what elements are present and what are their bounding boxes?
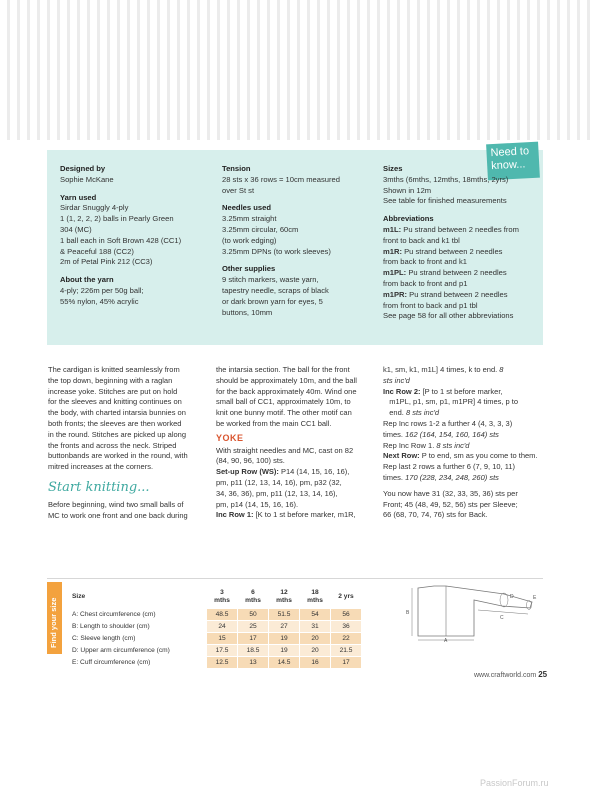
measure-value: 24 (207, 621, 237, 632)
inc-row-1-label: Inc Row 1: (216, 510, 254, 520)
yarn-line: 1 ball each in Soft Brown 428 (CC1) (60, 235, 182, 245)
sizes-heading: Sizes (383, 164, 403, 173)
inc-row-2 (383, 387, 543, 484)
inc-row-1 (216, 510, 368, 521)
size-header-cell (300, 585, 330, 608)
cardigan-outline (418, 586, 532, 636)
summary-line: 66 (68, 70, 74, 76) sts for Back. (383, 510, 488, 520)
intro-line: buttonbands are worked in the round, with (48, 451, 188, 461)
table-row (69, 633, 361, 644)
setup-line: 34, 36, 36), pm, p11 (12, 13, 14, 16), (216, 488, 338, 498)
intro-line: the top down, beginning with a raglan (48, 375, 173, 385)
find-your-size-label: Find your size (49, 597, 58, 648)
yarn-line: 2m of Petal Pink 212 (CC3) (60, 257, 153, 267)
size-header-unit: mths (245, 596, 261, 604)
measure-value: 19 (269, 633, 299, 644)
summary-line: Front; 45 (48, 49, 52, 56) sts per Sleeve; (383, 499, 518, 509)
abbr-value: front to back and k1 tbl (383, 235, 460, 245)
yarn-line: 1 (1, 2, 2, 2) balls in Pearly Green (60, 214, 174, 224)
needles-line: 3.25mm circular, 60cm (222, 224, 299, 234)
size-header-unit: mths (307, 596, 323, 604)
size-header-num: 2 yrs (338, 592, 354, 600)
find-your-size-tab (47, 582, 62, 654)
measure-label: D: Upper arm circumference (cm) (69, 645, 206, 656)
continued-paragraph (216, 365, 368, 430)
inc-row-1-text: [K to 1 st before marker, m1R, (253, 510, 356, 520)
supplies-heading: Other supplies (222, 264, 276, 274)
intro-line: The cardigan is knitted seamlessly from (48, 365, 180, 374)
tag-line: know... (490, 158, 526, 173)
about-line: 55% nylon, 45% acrylic (60, 296, 139, 306)
measure-value: 54 (300, 609, 330, 620)
intro-line: mitred increases at the corners. (48, 462, 154, 472)
pattern-note: 8 sts inc'd (434, 440, 470, 450)
size-table (68, 584, 362, 669)
pattern-line: k1, sm, k1, m1L] 4 times, k to end. (383, 365, 498, 374)
measure-value: 12.5 (207, 657, 237, 668)
see-page-note: See page 58 for all other abbreviations (383, 311, 514, 321)
needles-details (222, 214, 372, 257)
body-column-2 (216, 365, 368, 521)
summary-line: You now have 31 (32, 33, 35, 36) sts per (383, 488, 518, 498)
pattern-line: times. (383, 472, 404, 482)
abbr-key: m1R: (383, 246, 402, 256)
watermark: PassionForum.ru (480, 778, 549, 788)
cont-line: small ball of CC1, approximately 10m, to (216, 397, 351, 407)
setup-row (216, 467, 368, 510)
cont-line: be worked from the main CC1 ball. (216, 418, 332, 428)
size-header-num: 6 (251, 588, 255, 596)
next-row-label: Next Row: (383, 451, 420, 461)
start-knitting-heading: Start knitting... (48, 479, 150, 495)
table-row (69, 645, 361, 656)
cont-line: knit one bunny motif. The other motif can (216, 408, 352, 418)
about-line: 4-ply; 226m per 50g ball; (60, 285, 144, 295)
before-line: MC to work one front and one back during (48, 510, 188, 520)
inc-row-2-label: Inc Row 2: (383, 386, 421, 396)
yarn-line: & Peaceful 188 (CC2) (60, 246, 134, 256)
pattern-line: Rep Inc rows 1-2 a further 4 (4, 3, 3, 3) (383, 418, 513, 428)
measure-label: E: Cuff circumference (cm) (69, 657, 206, 668)
table-row (69, 621, 361, 632)
yarn-line: Sirdar Snuggly 4-ply (60, 203, 129, 213)
intro-line: the body, with charted intarsia bunnies on (48, 408, 186, 418)
measure-value: 48.5 (207, 609, 237, 620)
needles-heading: Needles used (222, 203, 271, 213)
tension-line: over St st (222, 185, 255, 195)
intro-line: both fronts; the sleeves are then worked (48, 418, 182, 428)
pattern-line: P to end, sm as you come to them. (419, 451, 538, 461)
abbr-value: from front to back and p1 tbl (383, 300, 478, 310)
size-header-cell (238, 585, 268, 608)
yoke-line: With straight needles and MC, cast on 82 (216, 445, 354, 455)
size-header-num: 3 (220, 588, 224, 596)
yarn-heading: Yarn used (60, 192, 97, 202)
measure-value: 19 (269, 645, 299, 656)
pattern-note: 162 (164, 154, 160, 164) sts (403, 429, 499, 439)
size-header-cell (269, 585, 299, 608)
measure-value: 17.5 (207, 645, 237, 656)
measure-value: 20 (300, 633, 330, 644)
pattern-note: 170 (228, 234, 248, 260) sts (403, 472, 499, 482)
measure-value: 21.5 (331, 645, 361, 656)
info-column-designer (60, 164, 210, 315)
tension-heading: Tension (222, 164, 251, 173)
supplies-line: or dark brown yarn for eyes, 5 (222, 296, 323, 306)
supplies-line: 9 stitch markers, waste yarn, (222, 275, 319, 285)
about-yarn-details (60, 286, 210, 308)
body-column-1 (48, 365, 198, 522)
supplies-details (222, 275, 372, 318)
setup-line: P14 (14, 15, 16, 16), (278, 467, 350, 477)
size-header-num: 12 (280, 588, 288, 596)
measure-label: A: Chest circumference (cm) (69, 609, 206, 620)
abbr-key: m1PR: (383, 289, 408, 299)
table-row (69, 609, 361, 620)
info-column-tension (222, 164, 372, 325)
dimension-d-ellipse (500, 593, 508, 607)
pattern-line: times. (383, 429, 404, 439)
measure-value: 31 (300, 621, 330, 632)
size-header-label: Size (69, 585, 206, 608)
intro-line: in the round. Stitches are picked up along (48, 429, 187, 439)
label-c: C (500, 615, 504, 621)
tension-line: 28 sts x 36 rows = 10cm measured (222, 174, 340, 184)
measure-value: 51.5 (269, 609, 299, 620)
dimension-c-line (478, 610, 528, 614)
measure-value: 15 (207, 633, 237, 644)
tension-details (222, 175, 372, 197)
abbr-value: from back to front and p1 (383, 278, 468, 288)
designed-by-heading: Designed by (60, 164, 106, 173)
pattern-line: Rep Inc Row 1. (383, 440, 435, 450)
supplies-line: buttons, 10mm (222, 307, 273, 317)
label-a: A (444, 638, 448, 642)
measure-value: 17 (238, 633, 268, 644)
size-header-unit: mths (276, 596, 292, 604)
measure-value: 56 (331, 609, 361, 620)
measure-value: 14.5 (269, 657, 299, 668)
sizes-line: See table for finished measurements (383, 196, 507, 206)
intro-line: for the sleeves and knitting continues on (48, 397, 182, 407)
measure-value: 25 (238, 621, 268, 632)
measure-value: 27 (269, 621, 299, 632)
size-table-header (69, 585, 361, 608)
intro-paragraph (48, 365, 198, 473)
measure-value: 22 (331, 633, 361, 644)
abbreviations-heading: Abbreviations (383, 214, 434, 224)
abbr-key: m1L: (383, 224, 402, 234)
table-row (69, 657, 361, 668)
measure-value: 17 (331, 657, 361, 668)
sizes-line: 3mths (6mths, 12mths, 18mths, 2yrs) (383, 174, 509, 184)
body-column-3 (383, 365, 543, 521)
supplies-line: tapestry needle, scraps of black (222, 285, 329, 295)
measure-value: 16 (300, 657, 330, 668)
pattern-note: 8 (497, 365, 504, 374)
before-paragraph (48, 500, 198, 522)
tag-line: Need to (490, 145, 530, 160)
intro-line: increase yoke. Stitches are put on hold (48, 386, 178, 396)
size-header-cell (331, 585, 361, 608)
header-stripes (0, 0, 593, 140)
measure-value: 50 (238, 609, 268, 620)
setup-row-label: Set-up Row (WS): (216, 467, 279, 477)
abbr-value: from back to front and k1 (383, 257, 467, 267)
info-column-sizes (383, 164, 538, 329)
pattern-line: end. (389, 408, 404, 418)
sizes-line: Shown in 12m (383, 185, 432, 195)
pattern-line: m1PL, p1, sm, p1, m1PR] 4 times, p to (389, 397, 519, 407)
abbr-value: Pu strand between 2 needles (402, 246, 503, 256)
measure-value: 13 (238, 657, 268, 668)
label-d: D (510, 594, 514, 600)
setup-line: pm, p11 (12, 13, 14, 16), pm, p32 (32, (216, 477, 342, 487)
size-header-cell (207, 585, 237, 608)
label-e: E (533, 595, 537, 601)
yoke-heading: YOKE (216, 432, 244, 443)
intro-line: the fronts and across the neck. Striped (48, 440, 177, 450)
about-yarn-heading: About the yarn (60, 275, 114, 285)
size-header-num: 18 (311, 588, 319, 596)
abbr-key: m1PL: (383, 268, 407, 278)
label-b: B (406, 610, 410, 616)
measure-label: C: Sleeve length (cm) (69, 633, 206, 644)
abbr-value: Pu strand between 2 needles (406, 268, 507, 278)
measure-value: 36 (331, 621, 361, 632)
before-line: Before beginning, wind two small balls of (48, 499, 184, 509)
page-footer (474, 670, 547, 679)
designer-name: Sophie McKane (60, 174, 114, 184)
page-number: 25 (538, 670, 548, 679)
needles-line: 3.25mm straight (222, 214, 277, 224)
measure-value: 20 (300, 645, 330, 656)
stitch-summary (383, 489, 543, 521)
measure-label: B: Length to shoulder (cm) (69, 621, 206, 632)
yoke-paragraph (216, 446, 368, 468)
footer-url: www.craftworld.com (474, 672, 537, 679)
pattern-note: sts inc'd (383, 375, 410, 385)
setup-line: pm, p14 (14, 15, 16, 16). (216, 499, 299, 509)
cont-line: the intarsia section. The ball for the front (216, 365, 350, 374)
abbreviations-list (383, 225, 538, 322)
pattern-note: 8 sts inc'd (403, 408, 440, 418)
pattern-line: [P to 1 st before marker, (420, 386, 503, 396)
yarn-line: 304 (MC) (60, 224, 92, 234)
inc-row-1-cont (383, 365, 543, 387)
abbr-value: Pu strand between 2 needles (407, 289, 508, 299)
pattern-line: Rep last 2 rows a further 6 (7, 9, 10, 11) (383, 462, 516, 472)
needles-line: (to work edging) (222, 235, 277, 245)
yarn-details (60, 203, 210, 268)
cont-line: for the back approximately 40m. Wind one (216, 386, 357, 396)
garment-schematic (404, 584, 540, 642)
yoke-line: (84, 90, 96, 100) sts. (216, 456, 285, 466)
abbr-value: Pu strand between 2 needles from (401, 224, 519, 234)
measure-value: 18.5 (238, 645, 268, 656)
needles-line: 3.25mm DPNs (to work sleeves) (222, 246, 331, 256)
size-header-unit: mths (214, 596, 230, 604)
sizes-details (383, 175, 538, 207)
cont-line: should be approximately 10m, and the ball (216, 375, 357, 385)
